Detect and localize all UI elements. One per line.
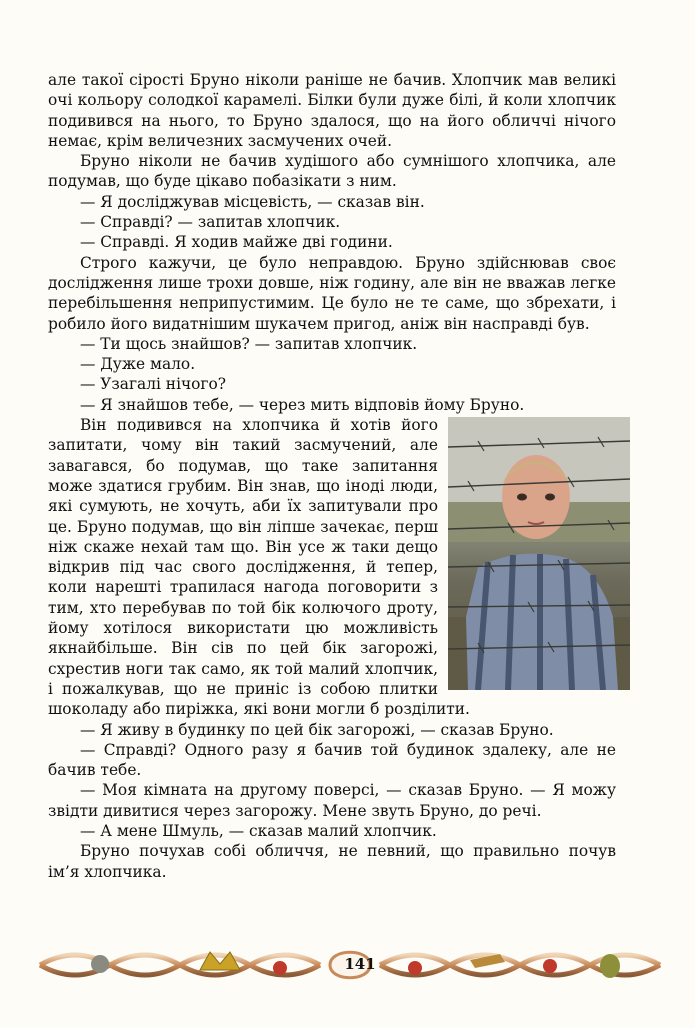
boy-behind-barbed-wire-photo bbox=[448, 417, 630, 690]
page-number: 141 bbox=[344, 955, 376, 973]
paragraph: — Справді. Я ходив майже дві години. bbox=[80, 233, 393, 252]
paragraph-with-photo: Він подивився на хлопчика й хотів його запитати, чому він такий засмучений, але завагався, бо подумав, що таке запитання може здатися грубим. Він знав, що іноді люди, які сумують, не хочуть, аби їх запитували про це. Бруно подумав, що він ліпше зачекає, перш ніж скаже нехай там що. Він усе ж таки дещо відкрив під час свого дослідження, й тепер, коли нарешті трапилася нагода поговорити з тим, хто перебував по той бік колючого дроту, йому хотілося використати цю можливість якнайбільше. Він сів по цей бік загорожі, схрестив ноги так само, як той малий хлопчик, і пожалкував, що не приніс із собою плитки шоколаду або пиріжка, які вони могли б розділити. bbox=[48, 415, 616, 719]
paragraph: — А мене Шмуль, — сказав малий хлопчик. bbox=[80, 821, 437, 840]
story-text bbox=[48, 70, 616, 882]
paragraph: Бруно ніколи не бачив худішого або сумнішого хлопчика, але подумав, що буде цікаво побазікати з ним. bbox=[48, 152, 616, 191]
paragraph: — Я досліджував місцевість, — сказав він. bbox=[80, 192, 425, 211]
paragraph: — Справді? — запитав хлопчик. bbox=[80, 213, 341, 232]
paragraph: Бруно почухав собі обличчя, не певний, що правильно почув ім’я хлопчика. bbox=[48, 842, 616, 881]
paragraph: — Я живу в будинку по цей бік загорожі, — сказав Бруно. bbox=[80, 720, 554, 739]
paragraphs-before-photo bbox=[48, 70, 616, 415]
paragraphs-after-photo bbox=[48, 720, 616, 882]
paragraph: — Ти щось знайшов? — запитав хлопчик. bbox=[80, 334, 418, 353]
paragraph: але такої сірості Бруно ніколи раніше не бачив. Хлопчик мав великі очі кольору солодкої карамелі. Білки були дуже білі, й коли хлопчик подивився на нього, то Бруно здалося, що на його обличчі нічого немає, крім величезних засмучених очей. bbox=[48, 71, 616, 150]
paragraph: — Я знайшов тебе, — через мить відповів йому Бруно. bbox=[80, 395, 525, 414]
paragraph: — Моя кімната на другому поверсі, — сказав Бруно. — Я можу звідти дивитися через загорожу. Мене звуть Бруно, до речі. bbox=[48, 781, 616, 820]
paragraph: — Дуже мало. bbox=[80, 355, 196, 374]
paragraph: — Справді? Одного разу я бачив той будинок здалеку, але не бачив тебе. bbox=[48, 740, 616, 780]
paragraph: — Узагалі нічого? bbox=[80, 375, 227, 394]
paragraph: Строго кажучи, це було неправдою. Бруно здійснював своє дослідження лише трохи довше, ніж годину, але він не вважав легке перебільшення неприпустимим. Це було не те саме, що збрехати, і робило його видатнішим шукачем пригод, аніж він насправді був. bbox=[48, 253, 616, 333]
decorative-footer-ornament bbox=[30, 940, 670, 990]
